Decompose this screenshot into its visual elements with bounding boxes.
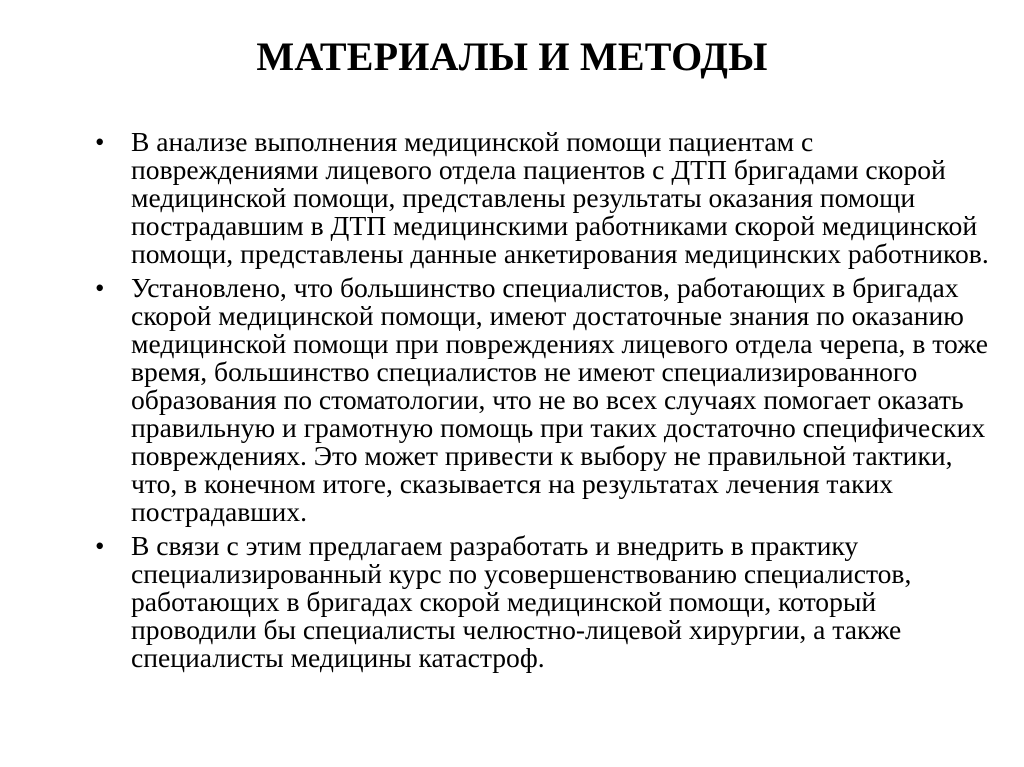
bullet-text: В связи с этим предлагаем разработать и внедрить в практику специализированный курс по усовершенствованию специалистов, работающих в бригадах скорой медицинской помощи, который проводили бы специалисты челюстно-лицевой хирургии, а также специалисты медицины катастроф. xyxy=(131,530,912,673)
slide-title: МАТЕРИАЛЫ И МЕТОДЫ xyxy=(256,34,768,79)
bullet-icon: • xyxy=(95,531,105,561)
bullet-item xyxy=(95,128,1000,268)
bullet-list xyxy=(95,128,1000,678)
bullet-icon: • xyxy=(95,273,105,303)
bullet-icon: • xyxy=(95,127,105,157)
bullet-item xyxy=(95,274,1000,526)
bullet-item xyxy=(95,532,1000,672)
bullet-text: В анализе выполнения медицинской помощи пациентам с повреждениями лицевого отдела пациентов с ДТП бригадами скорой медицинской помощи, представлены результаты оказания помощи пострадавшим в ДТП медицинскими работниками скорой медицинской помощи, представлены данные анкетирования медицинских работников. xyxy=(131,126,989,269)
bullet-text: Установлено, что большинство специалистов, работающих в бригадах скорой медицинской помощи, имеют достаточные знания по оказанию медицинской помощи при повреждениях лицевого отдела черепа, в тоже время, большинство специалистов не имеют специализированного образования по стоматологии, что не во всех случаях помогает оказать правильную и грамотную помощь при таких достаточно специфических повреждениях. Это может привести к выбору не правильной тактики, что, в конечном итоге, сказывается на результатах лечения таких пострадавших. xyxy=(131,272,989,527)
